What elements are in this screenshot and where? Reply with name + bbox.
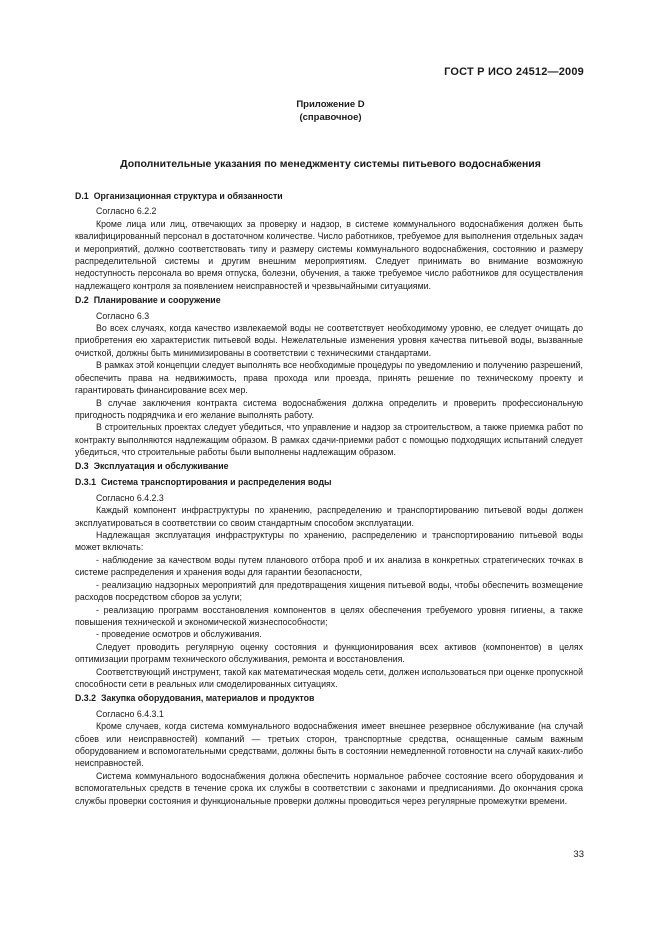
list-item: - реализацию надзорных мероприятий для предотвращения хищения питьевой воды, чтобы обеспечить возмещение расходов посредством сборов за услуги; bbox=[75, 579, 583, 603]
list-item: - наблюдение за качеством воды путем планового отбора проб и их анализа в конкретных стратегических точках в системе распределения и хранения воды для гарантии безопасности, bbox=[75, 554, 583, 578]
section-number: D.3 bbox=[75, 461, 89, 472]
section-reference: Согласно 6.3 bbox=[96, 310, 150, 321]
page-number: 33 bbox=[573, 849, 584, 860]
document-body bbox=[75, 188, 583, 807]
section-heading-d3-1 bbox=[75, 476, 583, 488]
section-title: Планирование и сооружение bbox=[93, 294, 221, 305]
list-item: - проведение осмотров и обслуживания. bbox=[96, 629, 262, 640]
paragraph: Во всех случаях, когда качество извлекаемой воды не соответствует необходимому уровню, ее следует очищать до приобретения ею характеристик питьевой воды. Нежелательные изменения уровня качества питьевой воды, вызванные очисткой, должны быть минимизированы в соответствии с техническими стандартами. bbox=[75, 323, 583, 358]
section-title: Закупка оборудования, материалов и продуктов bbox=[101, 692, 315, 703]
document-title: Дополнительные указания по менеджменту системы питьевого водоснабжения bbox=[120, 158, 541, 170]
paragraph: Кроме случаев, когда система коммунального водоснабжения имеет внешнее резервное обслуживание (на случай сбоев или неисправностей) компаний — третьих сторон, транспортные средства, оснащенные самым важным оборудованием и вспомогательными средствами, должны быть в состоянии немедленной готовности на случай каких-либо неисправностей. bbox=[75, 721, 583, 769]
section-title: Организационная структура и обязанности bbox=[93, 190, 283, 201]
section-heading-d1 bbox=[75, 190, 583, 202]
section-heading-d3-2 bbox=[75, 692, 583, 704]
paragraph: Соответствующий инструмент, такой как математическая модель сети, должен использоваться при оценке пропускной способности сети в реальных или смоделированных ситуациях. bbox=[75, 666, 583, 689]
section-number: D.1 bbox=[75, 190, 89, 201]
paragraph: Кроме лица или лиц, отвечающих за проверку и надзор, в системе коммунального водоснабжения должен быть квалифицированный персонал в достаточном количестве. Число работников, требуемое для выполнения отдельных задач и мероприятий, должно соответствовать типу и размеру системы коммунального водоснабжения, состоянию и размеру распределительной системы и другим внешним мероприятиям. Следует принимать во внимание возможную недоступность персонала во время отпуска, болезни, обучения, а также требуемое число работников для осуществления надлежащего контроля за появлением неисправностей и чрезвычайными ситуациями. bbox=[75, 218, 583, 291]
section-title: Эксплуатация и обслуживание bbox=[93, 461, 229, 472]
section-number: D.3.1 bbox=[75, 476, 97, 487]
paragraph: В рамках этой концепции следует выполнять все необходимые процедуры по уведомлению и получению разрешений, обеспечить права на недвижимость, права прохода или проезда, принять решение по техническому проекту и гарантировать финансирование всех мер. bbox=[75, 360, 583, 396]
list-item: - реализацию программ восстановления компонентов в целях обеспечения требуемого уровня гигиены, а также повышения технической и экономической жизнеспособности; bbox=[75, 604, 583, 627]
section-heading-d3 bbox=[75, 460, 583, 472]
paragraph: Следует проводить регулярную оценку состояния и функционирования всех активов (компонентов) в целях оптимизации программ технического обслуживания, ремонта и восстановления. bbox=[75, 641, 583, 665]
paragraph: Система коммунального водоснабжения должна обеспечить нормальное рабочее состояние всего оборудования и вспомогательных средств в течение срока их службы в соответствии с законами и предписаниями. До окончания срока службы проверки состояния и функциональные проверки должны проводиться через регулярные промежутки времени. bbox=[75, 770, 583, 806]
paragraph: Каждый компонент инфраструктуры по хранению, распределению и транспортированию питьевой воды должен эксплуатироваться в соответствии со своим стандартным способом эксплуатации. bbox=[75, 505, 583, 528]
paragraph: Надлежащая эксплуатация инфраструктуры по хранению, распределению и транспортированию питьевой воды может включать: bbox=[75, 530, 583, 553]
section-reference: Согласно 6.4.3.1 bbox=[96, 708, 164, 719]
section-reference: Согласно 6.4.2.3 bbox=[96, 492, 164, 503]
appendix-title: Приложение D bbox=[296, 99, 365, 110]
section-number: D.2 bbox=[75, 294, 89, 305]
section-heading-d2 bbox=[75, 294, 583, 306]
document-number-header: ГОСТ Р ИСО 24512—2009 bbox=[444, 66, 584, 78]
section-title: Система транспортирования и распределения воды bbox=[101, 476, 332, 487]
paragraph: В строительных проектах следует убедиться, что управление и надзор за строительством, а также приемка работ по контракту выполняются надлежащим образом. В рамках сдачи-приемки работ с помощью подходящих испытаний следует убедиться, что строительные работы были выполнены надлежащим образом. bbox=[75, 422, 583, 458]
appendix-subtitle: (справочное) bbox=[299, 112, 362, 123]
section-number: D.3.2 bbox=[75, 692, 97, 703]
section-reference: Согласно 6.2.2 bbox=[96, 206, 157, 217]
paragraph: В случае заключения контракта система водоснабжения должна определить и проверить профессиональную пригодность подрядчика и его желание выполнять работу. bbox=[75, 397, 583, 420]
